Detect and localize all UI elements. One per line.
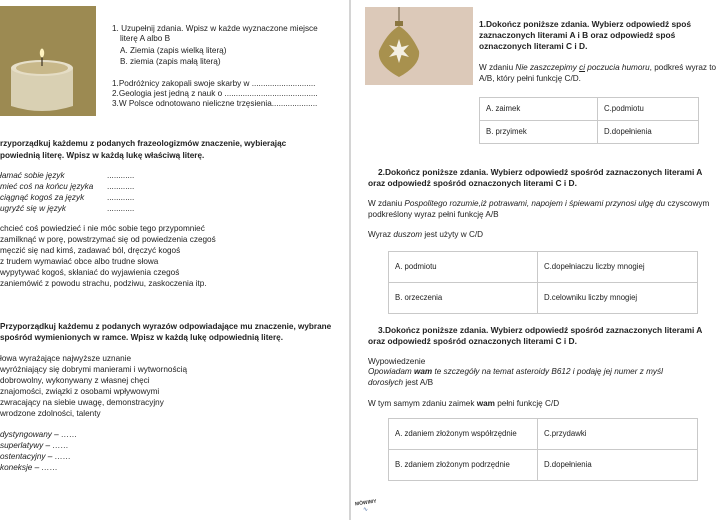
candle-icon bbox=[0, 6, 96, 116]
r-ex1-sent-italic2: poczucia humoru bbox=[585, 63, 650, 72]
r-ex1-underlined-word: ci bbox=[579, 63, 586, 72]
candle-illustration bbox=[0, 6, 96, 116]
r-ex3-q-start: W tym samym zdaniu zaimek bbox=[368, 399, 477, 408]
phrase-2-blank[interactable]: ............ bbox=[107, 182, 135, 191]
ex3-title-line1: Przyporządkuj każdemu z podanych wyrazów odpowiadające mu znaczenie, wybrane bbox=[0, 322, 332, 331]
r-ex3-answer-table bbox=[388, 418, 698, 481]
ex1-option-a: A. Ziemia (zapis wielką literą) bbox=[120, 46, 227, 55]
ex1-sentence-3: 3.W Polsce odnotowano nieliczne trzęsienia.................... bbox=[112, 99, 318, 108]
r-ex3-quote-c: te szczegóły na temat asteroidy B612 i podaję jej numer z myśl bbox=[432, 367, 663, 376]
ex2-title-line1: rzyporządkuj każdemu z podanych frazeologizmów znaczenie, wybierając bbox=[0, 139, 287, 148]
answer-cell[interactable]: C.przydawki bbox=[538, 419, 698, 450]
ex2-meaning-1: chcieć coś powiedzieć i nie móc sobie tego przypomnieć bbox=[0, 224, 205, 233]
r-ex2-sent-end: czyscowym podkreślony wyraz pełni funkcję A/B bbox=[368, 199, 710, 219]
answer-cell[interactable]: D.dopełnienia bbox=[538, 450, 698, 481]
table-row bbox=[389, 252, 698, 283]
r-ex3-q-bold: wam bbox=[476, 399, 495, 408]
answer-cell[interactable]: B. orzeczenia bbox=[389, 283, 538, 314]
answer-cell[interactable]: A. podmiotu bbox=[389, 252, 538, 283]
table-row bbox=[480, 98, 699, 121]
table-row bbox=[389, 283, 698, 314]
r-ex3-quote-e: jest A/B bbox=[403, 377, 434, 387]
ex3-meaning-3: dobrowolny, wykonywany z własnej chęci bbox=[0, 376, 150, 385]
right-worksheet-page bbox=[351, 0, 717, 520]
ex2-meaning-5: wypytywać kogoś, skłaniać do wyjawienia czegoś bbox=[0, 268, 180, 277]
ex1-sentence-1: 1.Podróżnicy zakopali swoje skarby w ............................ bbox=[112, 79, 316, 88]
ex3-meaning-1: łowa wyrażające najwyższe uznanie bbox=[0, 354, 132, 363]
ex3-meaning-4: znajomości, związki z osobami wpływowymi bbox=[0, 387, 160, 396]
answer-cell[interactable]: D.dopełnienia bbox=[598, 121, 699, 144]
r-ex2-answer-table bbox=[388, 251, 698, 314]
table-row bbox=[480, 121, 699, 144]
r-ex2-sent-italic: Pospolitego rozumie,iż potrawami, napojem i śpiewami przynosi ulgę du bbox=[404, 199, 666, 208]
ex3-meaning-6: wrodzone zdolności, talenty bbox=[0, 409, 101, 418]
r-ex1-sent-italic1: Nie zaszczepimy bbox=[515, 63, 580, 72]
publisher-logo: MÓWIMY bbox=[354, 498, 377, 508]
phrase-1: łamać sobie język bbox=[0, 171, 65, 180]
ex3-word-1[interactable]: dystyngowany – …… bbox=[0, 430, 78, 439]
r-ex3-question bbox=[368, 399, 559, 410]
r-ex3-label: Wypowiedzenie bbox=[368, 357, 426, 366]
r-ex3-quote bbox=[368, 367, 716, 389]
ex3-word-3[interactable]: ostentacyjny – …… bbox=[0, 452, 71, 461]
table-row bbox=[389, 450, 698, 481]
ex1-option-b: B. ziemia (zapis małą literą) bbox=[120, 57, 221, 66]
ex2-meaning-2: zamilknąć w porę, powstrzymać się od powiedzenia czegoś bbox=[0, 235, 216, 244]
ex1-title-line2: literę A albo B bbox=[120, 34, 171, 43]
r-ex3-quote-d: dorosłych bbox=[368, 377, 404, 387]
ex2-meaning-4: z trudem wymawiać obce albo trudne słowa bbox=[0, 257, 159, 266]
ex3-title-line2: spośród wymienionych w ramce. Wpisz w każdą lukę odpowiednią literę. bbox=[0, 333, 283, 342]
r-ex3-q-end: pełni funkcję C/D bbox=[494, 399, 560, 408]
answer-cell[interactable]: B. przyimek bbox=[480, 121, 598, 144]
r-ex3-quote-b: wam bbox=[413, 367, 433, 376]
phrase-3-blank[interactable]: ............ bbox=[107, 193, 135, 202]
answer-cell[interactable]: C.dopełniaczu liczby mnogiej bbox=[538, 252, 698, 283]
r-ex3-title: 3.Dokończ poniższe zdania. Wybierz odpowiedź spośród zaznaczonych literami A oraz odpowiedź spośród oznaczonych literami C i D. bbox=[368, 325, 703, 347]
r-ex2-title: 2.Dokończ poniższe zdania. Wybierz odpowiedź spośród zaznaczonych literami A oraz odpowiedź spośród oznaczonych literami C i D. bbox=[368, 167, 703, 189]
logo-mark-icon: ∿ bbox=[363, 507, 369, 513]
r-ex2-sentence bbox=[368, 199, 716, 221]
ex1-title-line1: 1. Uzupełnij zdania. Wpisz w każde wyznaczone miejsce bbox=[112, 24, 318, 33]
ex2-meaning-3: męczić się nad kimś, zadawać ból, dręczyć kogoś bbox=[0, 246, 181, 255]
r-ex1-answer-table bbox=[479, 97, 699, 144]
ex2-title-line2: powiednią literę. Wpisz w każdą lukę właściwą literę. bbox=[0, 151, 205, 160]
r-ex2-q-end: jest użyty w C/D bbox=[422, 230, 484, 239]
phrase-1-blank[interactable]: ............ bbox=[107, 171, 135, 180]
ex3-word-4[interactable]: koneksje – …… bbox=[0, 463, 58, 472]
r-ex1-sentence bbox=[479, 63, 719, 85]
ex2-meaning-6: zaniemówić z powodu strachu, podziwu, zaskoczenia itp. bbox=[0, 279, 207, 288]
christmas-ornament-icon bbox=[365, 7, 473, 85]
r-ex3-quote-a: Opowiadam bbox=[368, 367, 414, 376]
r-ex1-title: 1.Dokończ poniższe zdania. Wybierz odpowiedź spoś zaznaczonych literami A i B oraz odpowiedź spoś oznaczonych literami C i D. bbox=[479, 19, 692, 52]
r-ex2-question bbox=[368, 230, 483, 241]
left-worksheet-page bbox=[0, 0, 350, 520]
answer-cell[interactable]: B. zdaniem złożonym podrzędnie bbox=[389, 450, 538, 481]
ornament-illustration bbox=[365, 7, 473, 85]
r-ex1-sent-end: , podkreś wyraz to A/B, który pełni funkcję C/D. bbox=[479, 63, 717, 83]
r-ex1-sent-start: W zdaniu bbox=[479, 63, 516, 72]
r-ex2-sent-start: W zdaniu bbox=[368, 199, 405, 208]
r-ex2-q-start: Wyraz bbox=[368, 230, 394, 239]
ex1-sentence-2: 2.Geologia jest jedną z nauk o ......................................... bbox=[112, 89, 318, 98]
r-ex2-q-italic: duszom bbox=[393, 230, 423, 239]
answer-cell[interactable]: D.celowniku liczby mnogiej bbox=[538, 283, 698, 314]
phrase-2: mieć coś na końcu języka bbox=[0, 182, 94, 191]
answer-cell[interactable]: C.podmiotu bbox=[598, 98, 699, 121]
answer-cell[interactable]: A. zaimek bbox=[480, 98, 598, 121]
ex3-meaning-2: wyróżniający się dobrymi manierami i wytwornością bbox=[0, 365, 188, 374]
ex3-meaning-5: zwracający na siebie uwagę, demonstracyjny bbox=[0, 398, 164, 407]
table-row bbox=[389, 419, 698, 450]
phrase-4: ugryźć się w język bbox=[0, 204, 66, 213]
ex3-word-2[interactable]: superlatywy – …… bbox=[0, 441, 69, 450]
answer-cell[interactable]: A. zdaniem złożonym współrzędnie bbox=[389, 419, 538, 450]
phrase-3: ciągnąć kogoś za język bbox=[0, 193, 85, 202]
phrase-4-blank[interactable]: ............ bbox=[107, 204, 135, 213]
